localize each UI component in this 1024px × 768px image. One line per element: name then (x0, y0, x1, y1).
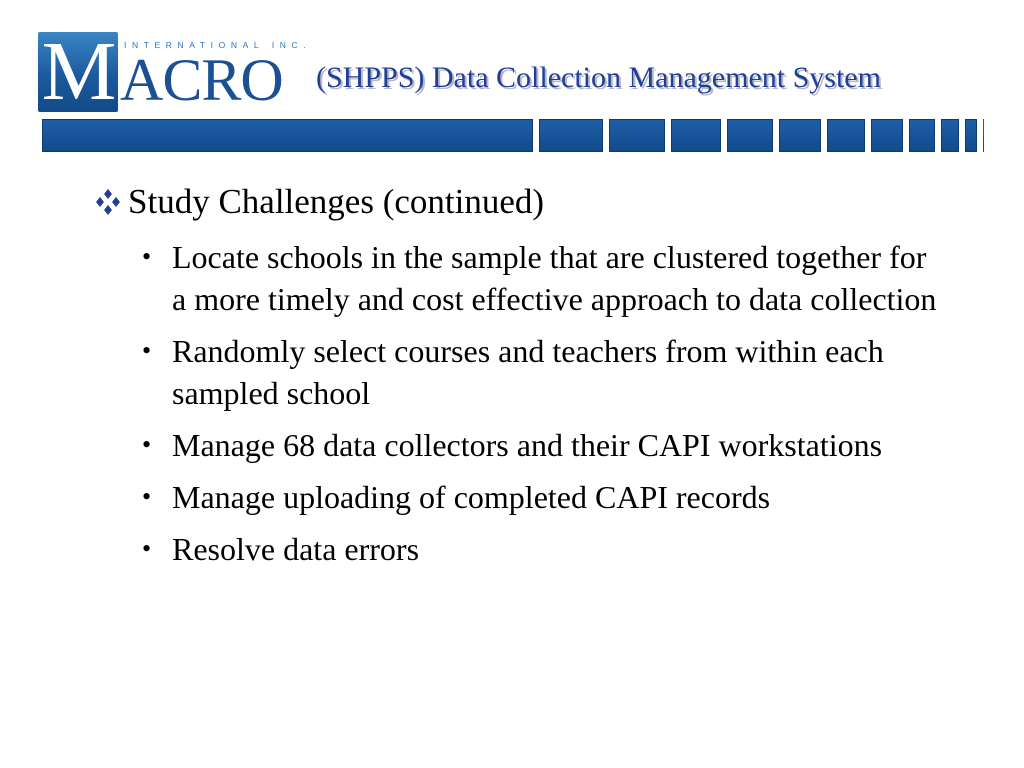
section-heading-text: Study Challenges (continued) (128, 182, 545, 221)
diamond-bullet-icon (92, 186, 124, 218)
list-item-text: Manage 68 data collectors and their CAPI workstations (172, 427, 883, 463)
list-item (140, 236, 940, 320)
bullet-list (140, 236, 940, 580)
list-item-text: Locate schools in the sample that are clustered together for a more timely and cost effective approach to data collection (172, 239, 937, 317)
bullet-dot-icon: • (142, 534, 152, 563)
list-item-text: Manage uploading of completed CAPI records (172, 479, 771, 515)
list-item-text: Randomly select courses and teachers from within each sampled school (172, 333, 884, 411)
logo-tagline: INTERNATIONAL INC. (124, 40, 312, 50)
list-item-text: Resolve data errors (172, 531, 420, 567)
list-item (140, 424, 940, 466)
logo-wordmark: ACRO (120, 47, 283, 113)
section-heading (92, 178, 544, 226)
bullet-dot-icon: • (142, 336, 152, 365)
slide-title: (SHPPS) Data Collection Management System (316, 61, 881, 94)
bullet-dot-icon: • (142, 242, 152, 271)
list-item (140, 476, 940, 518)
bullet-dot-icon: • (142, 430, 152, 459)
bullet-dot-icon: • (142, 482, 152, 511)
logo-initial: M (41, 25, 115, 118)
list-item (140, 528, 940, 570)
list-item (140, 330, 940, 414)
